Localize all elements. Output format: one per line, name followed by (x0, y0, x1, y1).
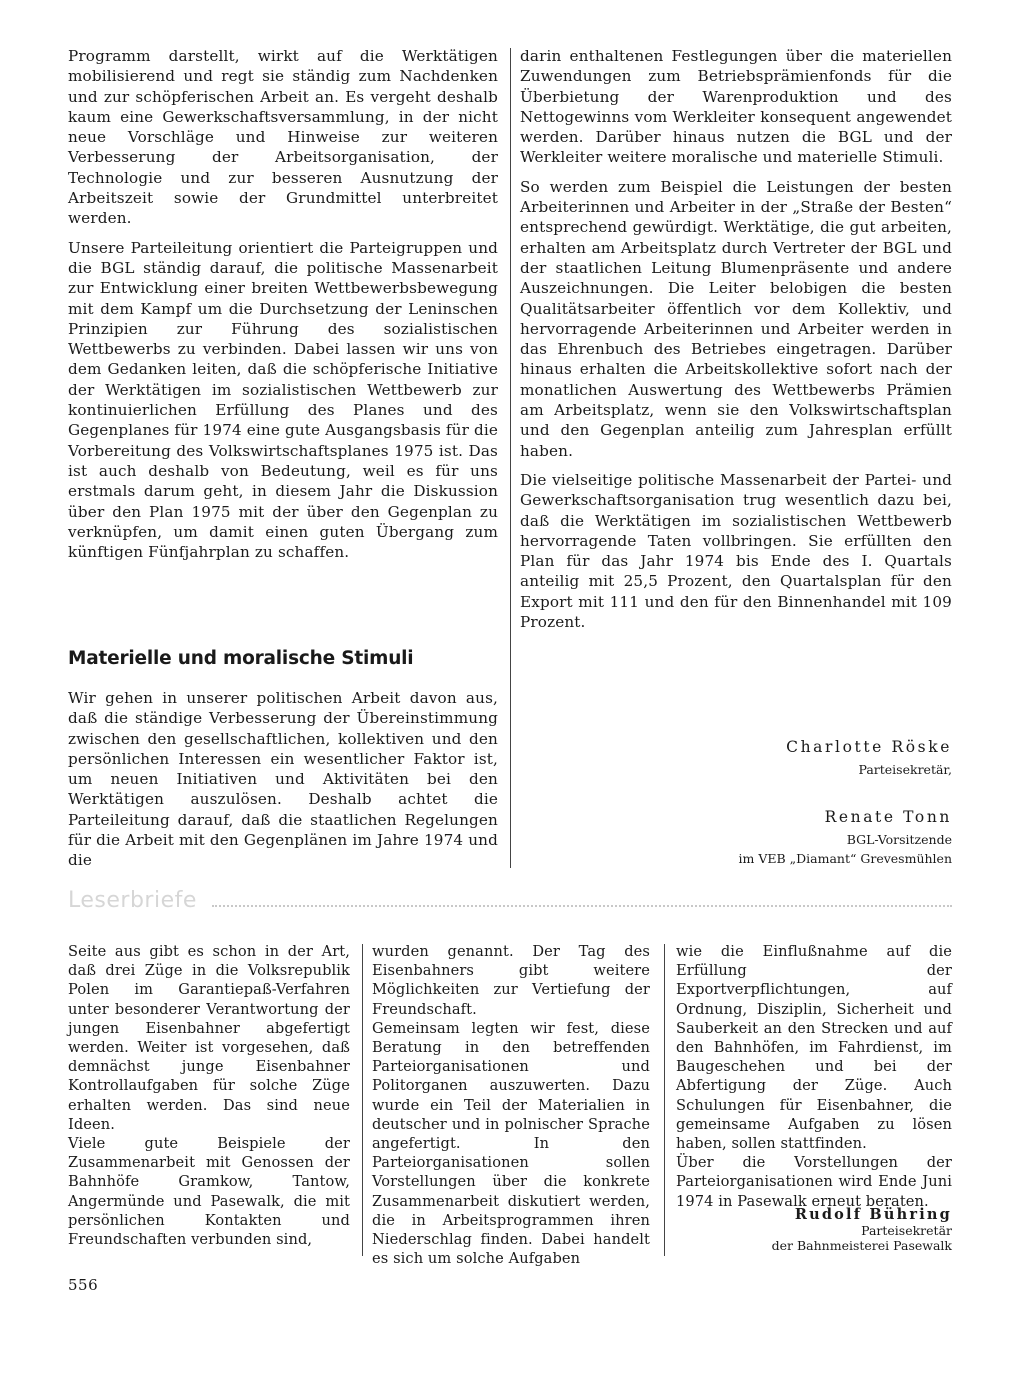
page-number: 556 (68, 1276, 99, 1294)
paragraph: Wir gehen in unserer politischen Arbeit davon aus, daß die ständige Verbesserung der Übereinstimmung zwischen den gesellschaftlichen, kollektiven und den persönlichen Interessen ein wesentlicher Faktor ist, um neuen Initiativen und Aktivitäten bei den Werktätigen auszulösen. Deshalb achtet die Parteileitung darauf, daß die staatlichen Regelungen für die Arbeit mit den Gegenplänen im Jahre 1974 und die (68, 689, 498, 870)
section-label: Leserbriefe (68, 888, 197, 913)
letter-column-1: Seite aus gibt es schon in der Art, daß drei Züge in die Volksrepublik Polen im Garantiepaß-Verfahren unter besonderer Verantwortung der jungen Eisenbahner abgefertigt werden. Weiter ist vorgesehen, daß demnächst junge Eisenbahner Kontrollaufgaben für solche Züge erhalten werden. Das sind neue Ideen. Viele gute Beispiele der Zusammenarbeit mit Genossen der Bahnhöfe Gramkow, Tantow, Angermünde und Pasewalk, die mit persönlichen Kontakten und Freundschaften verbunden sind, (68, 943, 350, 1249)
paragraph: Die vielseitige politische Massenarbeit der Partei- und Gewerkschaftsorganisation trug wesentlich dazu bei, daß die Werktätigen im sozialistischen Wettbewerb hervorragende Taten vollbringen. Sie erfüllten den Plan für das Jahr 1974 bis Ende des I. Quartals anteilig mit 25,5 Prozent, den Quartalsplan für den Export mit 111 und den für den Binnenhandel mit 109 Prozent. (520, 470, 952, 632)
paragraph: Programm darstellt, wirkt auf die Werktätigen mobilisierend und regt sie ständig zum Nachdenken und zur schöpferischen Arbeit an. Es vergeht deshalb kaum eine Gewerkschaftsversammlung, in der nicht neue Vorschläge und Hinweise zur weiteren Verbesserung der Arbeitsorganisation, der Technologie und zur besseren Ausnutzung der Arbeitszeit sowie der Grundmittel unterbreitet werden. (68, 47, 498, 228)
signature-name: Rudolf Bühring (794, 1206, 952, 1223)
letter-column-2: wurden genannt. Der Tag des Eisenbahners gibt weitere Möglichkeiten zur Vertiefung der Freundschaft. Gemeinsam legten wir fest, diese Beratung in den betreffenden Parteiorganisationen und Politorganen auszuwerten. Dazu wurde ein Teil der Materialien in deutscher und in polnischer Sprache angefertigt. In den Parteiorganisationen sollen Vorstellungen über die konkrete Zusammenarbeit diskutiert werden, die in Arbeitsprogrammen ihren Niederschlag finden. Dabei handelt es sich um solche Aufgaben (372, 943, 650, 1268)
signature-role: BGL-Vorsitzende (846, 832, 952, 847)
paragraph: darin enthaltenen Festlegungen über die materiellen Zuwendungen zum Betriebsprämienfonds für die Überbietung der Warenproduktion und des Nettogewinns vom Werkleiter konsequent angewendet werden. Darüber hinaus nutzen die BGL und der Werkleiter weitere moralische und materielle Stimuli. (520, 47, 952, 167)
signature-organization: der Bahnmeisterei Pasewalk (771, 1238, 952, 1253)
column-divider (362, 944, 363, 1256)
letter-signature (772, 1206, 952, 1253)
paragraph: So werden zum Beispiel die Leistungen der besten Arbeiterinnen und Arbeiter in der „Straße der Besten“ entsprechend gewürdigt. Werktätige, die gut arbeiten, erhalten am Arbeitsplatz durch Vertreter der BGL und der staatlichen Leitung Blumenpräsente und andere Auszeichnungen. Die Leiter belobigen die besten Qualitätsarbeiter öffentlich vor dem Kollektiv, und hervorragende Arbeiterinnen und Arbeiter werden in das Ehrenbuch des Betriebes eingetragen. Darüber hinaus erhalten die Arbeitskollektive sofort nach der monatlichen Auswertung des Wettbewerbs Prämien am Arbeitsplatz, wenn sie den Volkswirtschaftsplan und den Gegenplan anteilig zum Jahresplan erfüllt haben. (520, 177, 952, 460)
signature-organization: im VEB „Diamant“ Grevesmühlen (738, 851, 952, 866)
column-divider (510, 48, 511, 868)
section-rule (212, 905, 952, 907)
section-heading: Materielle und moralische Stimuli (68, 648, 414, 669)
signature-name: Charlotte Röske (786, 738, 952, 756)
signature-role: Parteisekretär, (858, 762, 952, 777)
signature-block (786, 738, 952, 777)
signature-block (739, 808, 952, 866)
column-divider (664, 944, 665, 1256)
article-column-left (68, 46, 498, 562)
signature-name: Renate Tonn (824, 808, 952, 826)
paragraph: Unsere Parteileitung orientiert die Parteigruppen und die BGL ständig darauf, die politische Massenarbeit zur Entwicklung einer breiten Wettbewerbsbewegung mit dem Kampf um die Durchsetzung der Leninschen Prinzipien zur Führung des sozialistischen Wettbewerbs zu verbinden. Dabei lassen wir uns von dem Gedanken leiten, daß die schöpferische Initiative der Werktätigen im sozialistischen Wettbewerb zur kontinuierlichen Erfüllung des Planes und des Gegenplanes für 1974 eine gute Ausgangsbasis für die Vorbereitung des Volkswirtschaftsplanes 1975 ist. Das ist auch deshalb von Bedeutung, weil es für uns erstmals darum geht, in diesem Jahr die Diskussion über den Plan 1975 mit der über den Gegenplan zu verknüpfen, um damit einen guten Übergang zum künftigen Fünfjahrplan zu schaffen. (68, 238, 498, 562)
letter-column-3: wie die Einflußnahme auf die Erfüllung der Exportverpflichtungen, auf Ordnung, Disziplin, Sicherheit und Sauberkeit an den Strecken und auf den Bahnhöfen, im Fahrdienst, im Baugeschehen und bei der Abfertigung der Züge. Auch Schulungen für Eisenbahner, die gemeinsame Aufgaben zu lösen haben, sollen stattfinden. Über die Vorstellungen der Parteiorganisationen wird Ende Juni 1974 in Pasewalk erneut beraten. (676, 943, 952, 1210)
signature-role: Parteisekretär (861, 1223, 952, 1238)
article-column-right (520, 46, 952, 632)
article-column-left-lower (68, 688, 498, 871)
